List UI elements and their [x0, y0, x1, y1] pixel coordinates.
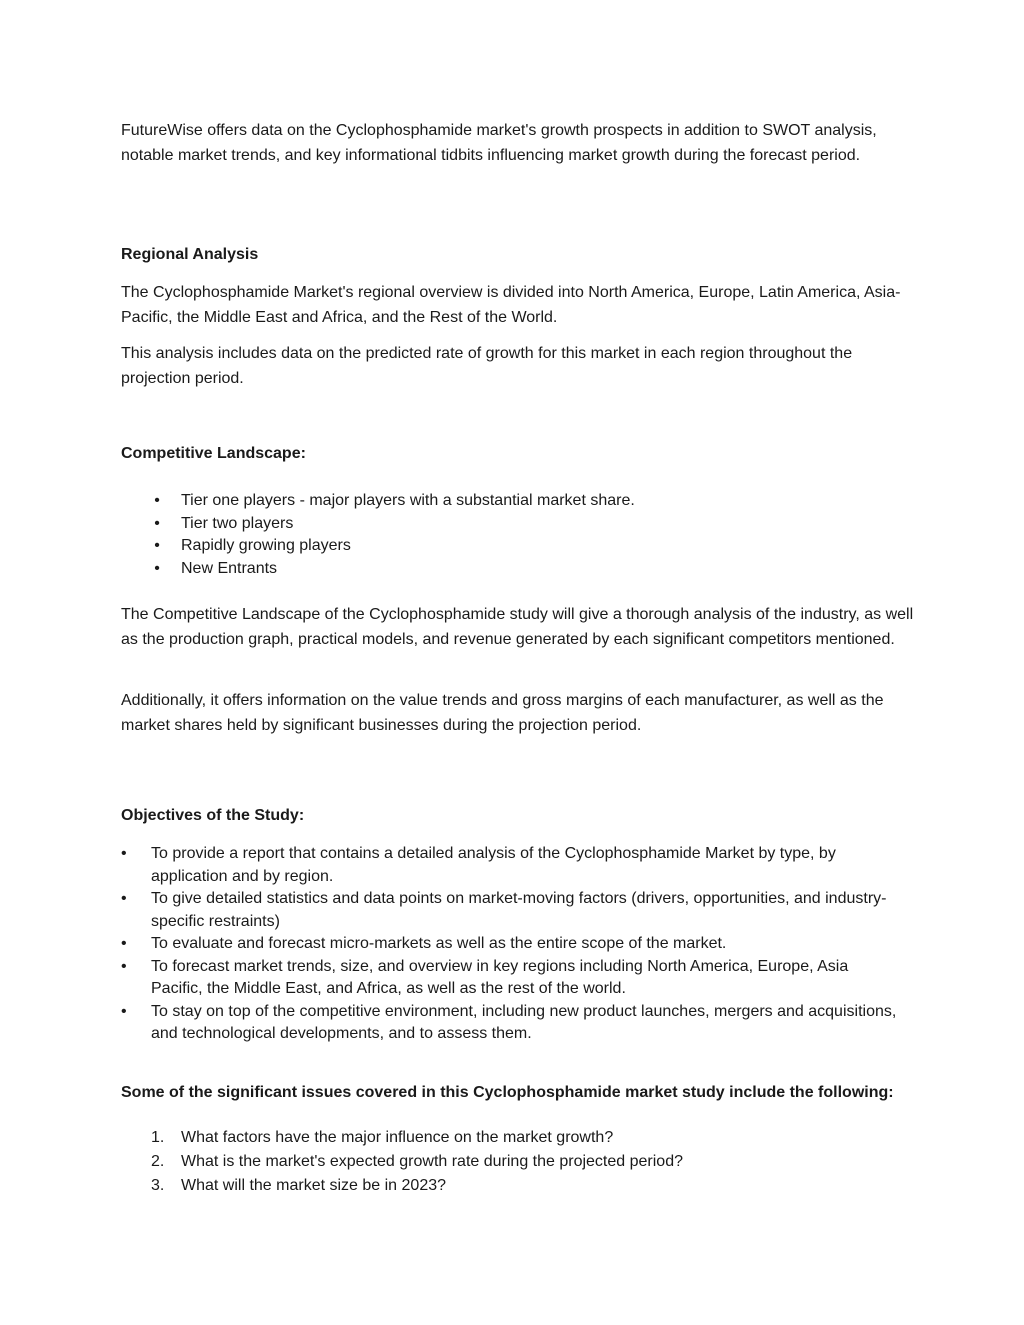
objectives-list — [121, 843, 901, 1046]
issues-heading: Some of the significant issues covered in this Cyclophosphamide market study include the following: — [121, 1084, 894, 1101]
list-item: 2. What is the market's expected growth rate during the projected period? — [121, 1150, 911, 1174]
bullet-icon: • — [154, 492, 160, 509]
list-number: 1. — [151, 1129, 165, 1146]
bullet-icon: • — [154, 537, 160, 555]
list-number: 3. — [151, 1177, 165, 1194]
list-item: • To forecast market trends, size, and overview in key regions including North America, Europe, Asia Pacific, the Middle East, and Africa, as well as the rest of the world. — [121, 957, 849, 997]
list-number: 2. — [151, 1153, 165, 1170]
intro-paragraph: FutureWise offers data on the Cyclophosphamide market's growth prospects in addition to SWOT analysis, notable market trends, and key informational tidbits influencing market growth during the forecast period. — [121, 122, 877, 164]
list-item: • Tier two players — [121, 513, 911, 536]
list-item: 1. What factors have the major influence on the market growth? — [121, 1126, 911, 1150]
competitive-landscape-heading: Competitive Landscape: — [121, 445, 306, 462]
list-item: 3. What will the market size be in 2023? — [121, 1174, 911, 1198]
list-item: • To evaluate and forecast micro-markets as well as the entire scope of the market. — [121, 933, 901, 956]
list-item: • To stay on top of the competitive environment, including new product launches, mergers and acquisitions, and technological developments, and to assess them. — [121, 1002, 897, 1042]
list-item: • Tier one players - major players with a substantial market share. — [121, 490, 911, 513]
list-item: • To provide a report that contains a detailed analysis of the Cyclophosphamide Market by type, by application and by region. — [121, 845, 836, 885]
regional-paragraph-1: The Cyclophosphamide Market's regional overview is divided into North America, Europe, Latin America, Asia-Pacific, the Middle East and Africa, and the Rest of the World. — [121, 284, 901, 326]
competitive-tier-list — [121, 490, 911, 581]
objectives-heading: Objectives of the Study: — [121, 807, 305, 824]
competitive-paragraph-1: The Competitive Landscape of the Cyclophosphamide study will give a thorough analysis of the industry, as well as the production graph, practical models, and revenue generated by each significant competitors mentioned. — [121, 606, 914, 648]
list-item: • New Entrants — [121, 558, 911, 581]
bullet-icon: • — [121, 845, 127, 862]
bullet-icon: • — [154, 560, 160, 578]
bullet-icon: • — [121, 935, 127, 952]
regional-paragraph-2: This analysis includes data on the predicted rate of growth for this market in each region throughout the projection period. — [121, 345, 853, 387]
list-item: • Rapidly growing players — [121, 535, 911, 558]
bullet-icon: • — [121, 890, 127, 907]
list-item: • To give detailed statistics and data points on market-moving factors (drivers, opportunities, and industry-specific restraints) — [121, 890, 887, 930]
competitive-paragraph-2: Additionally, it offers information on the value trends and gross margins of each manufacturer, as well as the market shares held by significant businesses during the projection period. — [121, 692, 884, 734]
bullet-icon: • — [154, 514, 160, 532]
bullet-icon: • — [121, 1002, 127, 1020]
issues-list — [121, 1126, 911, 1198]
regional-analysis-heading: Regional Analysis — [121, 246, 259, 263]
bullet-icon: • — [121, 957, 127, 975]
